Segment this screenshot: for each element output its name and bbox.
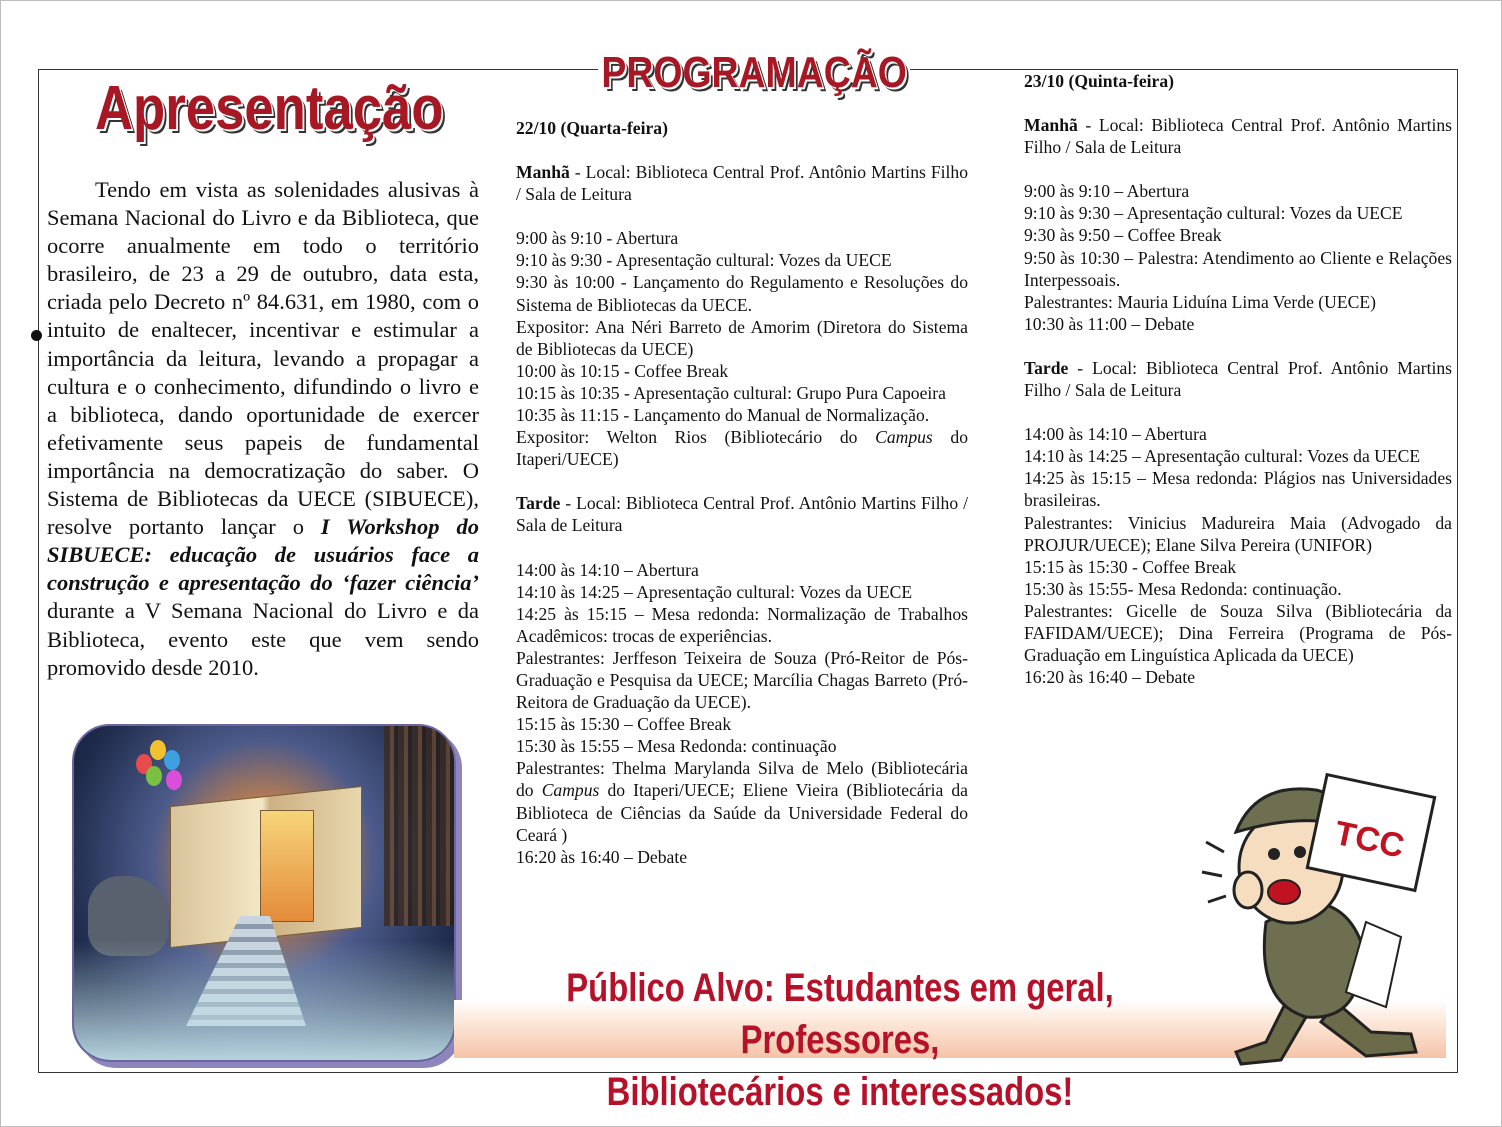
afternoon-label: Tarde [1024, 357, 1069, 378]
schedule-item: Expositor: Ana Néri Barreto de Amorim (Diretora do Sistema de Bibliotecas da UECE) [516, 316, 968, 359]
apresentacao-title: Apresentação [95, 74, 444, 143]
schedule-item: 15:15 às 15:30 – Coffee Break [516, 714, 732, 735]
day-2-date: 23/10 (Quinta-feira) [1024, 71, 1175, 91]
schedule-item: 15:30 às 15:55- Mesa Redonda: continuação. [1024, 578, 1342, 599]
day-1-morning-header [516, 161, 968, 205]
schedule-day-2 [1024, 70, 1452, 688]
schedule-item: 14:00 às 14:10 – Abertura [1024, 424, 1207, 445]
target-audience-banner [537, 962, 1144, 1118]
expositor-text: Expositor: Welton Rios (Bibliotecário do [516, 427, 876, 448]
schedule-item: 14:10 às 14:25 – Apresentação cultural: Vozes da UECE [516, 581, 913, 602]
schedule-item: Palestrantes: Gicelle de Souza Silva (Bibliotecária da FAFIDAM/UECE); Dina Ferreira (Programa de Pós-Graduação em Linguística Aplicada da UECE) [1024, 600, 1452, 666]
afternoon-label: Tarde [516, 493, 561, 514]
afternoon-location: - Local: Biblioteca Central Prof. Antônio Martins Filho / Sala de Leitura [1024, 357, 1452, 401]
morning-location: - Local: Biblioteca Central Prof. Antônio Martins Filho / Sala de Leitura [1024, 115, 1452, 158]
schedule-item: 14:25 às 15:15 – Mesa redonda: Normalização de Trabalhos Acadêmicos: trocas de experiências. [516, 603, 968, 646]
schedule-item: 14:10 às 14:25 – Apresentação cultural: Vozes da UECE [1024, 446, 1421, 467]
schedule-item: 9:30 às 10:00 - Lançamento do Regulamento e Resoluções do Sistema de Bibliotecas da UECE. [516, 272, 968, 315]
schedule-item [516, 757, 968, 845]
schedule-item: 16:20 às 16:40 – Debate [1024, 667, 1196, 688]
schedule-item: 14:00 às 14:10 – Abertura [516, 559, 699, 580]
morning-location: - Local: Biblioteca Central Prof. Antônio Martins Filho / Sala de Leitura [516, 162, 968, 205]
tcc-sign-label: TCC [1331, 814, 1408, 866]
intro-paragraph [47, 176, 479, 682]
schedule-day-1 [516, 117, 968, 868]
schedule-item: Palestrantes: Mauria Liduína Lima Verde (UECE) [1024, 291, 1376, 312]
day-1-afternoon-header [516, 492, 968, 536]
morning-label: Manhã [1024, 115, 1078, 136]
schedule-item: 14:25 às 15:15 – Mesa redonda: Plágios nas Universidades brasileiras. [1024, 468, 1452, 511]
schedule-item: Palestrantes: Vinicius Madureira Maia (Advogado da PROJUR/UECE); Elane Silva Pereira (UNIFOR) [1024, 512, 1452, 555]
fog-graphic [74, 940, 454, 1060]
schedule-item: Palestrantes: Jerffeson Teixeira de Souza (Pró-Reitor de Pós-Graduação e Pesquisa da UECE; Marcília Chagas Barreto (Pró-Reitora de Graduação da UECE). [516, 647, 968, 713]
schedule-item: 10:15 às 10:35 - Apresentação cultural: Grupo Pura Capoeira [516, 382, 946, 403]
bullet-marker [31, 330, 42, 341]
schedule-item: 9:10 às 9:30 - Apresentação cultural: Vozes da UECE [516, 250, 892, 271]
campus-italic: Campus [541, 780, 600, 801]
schedule-item: 16:20 às 16:40 – Debate [516, 846, 688, 867]
schedule-item: 10:35 às 11:15 - Lançamento do Manual de Normalização. [516, 405, 930, 426]
target-audience-line-1: Público Alvo: Estudantes em geral, Professores, [566, 966, 1114, 1062]
intro-text-1: Tendo em vista as solenidades alusivas à Semana Nacional do Livro e da Biblioteca, que ocorre anualmente em todo o território brasileiro, de 23 a 29 de outubro, data esta, criada pelo Decreto nº 84.631, em 1980, com o intuito de enaltecer, incentivar e estimular a importância da leitura, levando a propagar a cultura e o conhecimento, difundindo o livro e a biblioteca, dando oportunidade de exercer efetivamente seus papeis de fundamental importância na democratização do saber. O Sistema de Bibliotecas da UECE (SIBUECE), resolve portanto lançar o [47, 177, 479, 540]
schedule-item: 10:00 às 10:15 - Coffee Break [516, 360, 729, 381]
speakers-text: Palestrantes: Thelma Marylanda Silva de Melo (Bibliotecária do [516, 758, 968, 801]
schedule-item: 9:00 às 9:10 – Abertura [1024, 181, 1190, 202]
afternoon-location: - Local: Biblioteca Central Prof. Antônio Martins Filho / Sala de Leitura [516, 493, 968, 536]
schedule-item: 10:30 às 11:00 – Debate [1024, 313, 1195, 334]
speakers-text: do Itaperi/UECE; Eliene Vieira (Bibliotecária da Biblioteca de Ciências da Saúde da Universidade Federal do Ceará ) [516, 780, 968, 845]
book-fantasy-illustration [72, 724, 456, 1062]
schedule-item: 9:30 às 9:50 – Coffee Break [1024, 225, 1222, 246]
schedule-item: 9:10 às 9:30 – Apresentação cultural: Vozes da UECE [1024, 203, 1403, 224]
intro-text-2: durante a V Semana Nacional do Livro e da Biblioteca, evento este que vem sendo promovido desde 2010. [47, 598, 479, 680]
schedule-item: 15:30 às 15:55 – Mesa Redonda: continuação [516, 736, 837, 757]
morning-label: Manhã [516, 162, 570, 183]
cartoon-student-illustration [1196, 772, 1450, 1066]
schedule-item [516, 426, 968, 470]
programacao-title: PROGRAMAÇÃO [598, 48, 910, 98]
target-audience-line-2: Bibliotecários e interessados! [606, 1070, 1074, 1114]
schedule-item: 9:00 às 9:10 - Abertura [516, 228, 679, 249]
expositor-text: do Itaperi/UECE) [516, 427, 968, 470]
day-2-morning-header [1024, 114, 1452, 158]
day-1-date: 22/10 (Quarta-feira) [516, 118, 668, 138]
workshop-name: I Workshop do SIBUECE: educação de usuários face a construção e apresentação do ‘fazer ciência’ [47, 514, 479, 596]
schedule-item: 9:50 às 10:30 – Palestra: Atendimento ao Cliente e Relações Interpessoais. [1024, 247, 1452, 290]
glowing-door-graphic [260, 810, 314, 922]
bookshelf-graphic [384, 726, 454, 926]
balloons-graphic [136, 740, 192, 796]
campus-italic: Campus [875, 427, 933, 448]
schedule-item: 15:15 às 15:30 - Coffee Break [1024, 556, 1237, 577]
day-2-afternoon-header [1024, 357, 1452, 401]
